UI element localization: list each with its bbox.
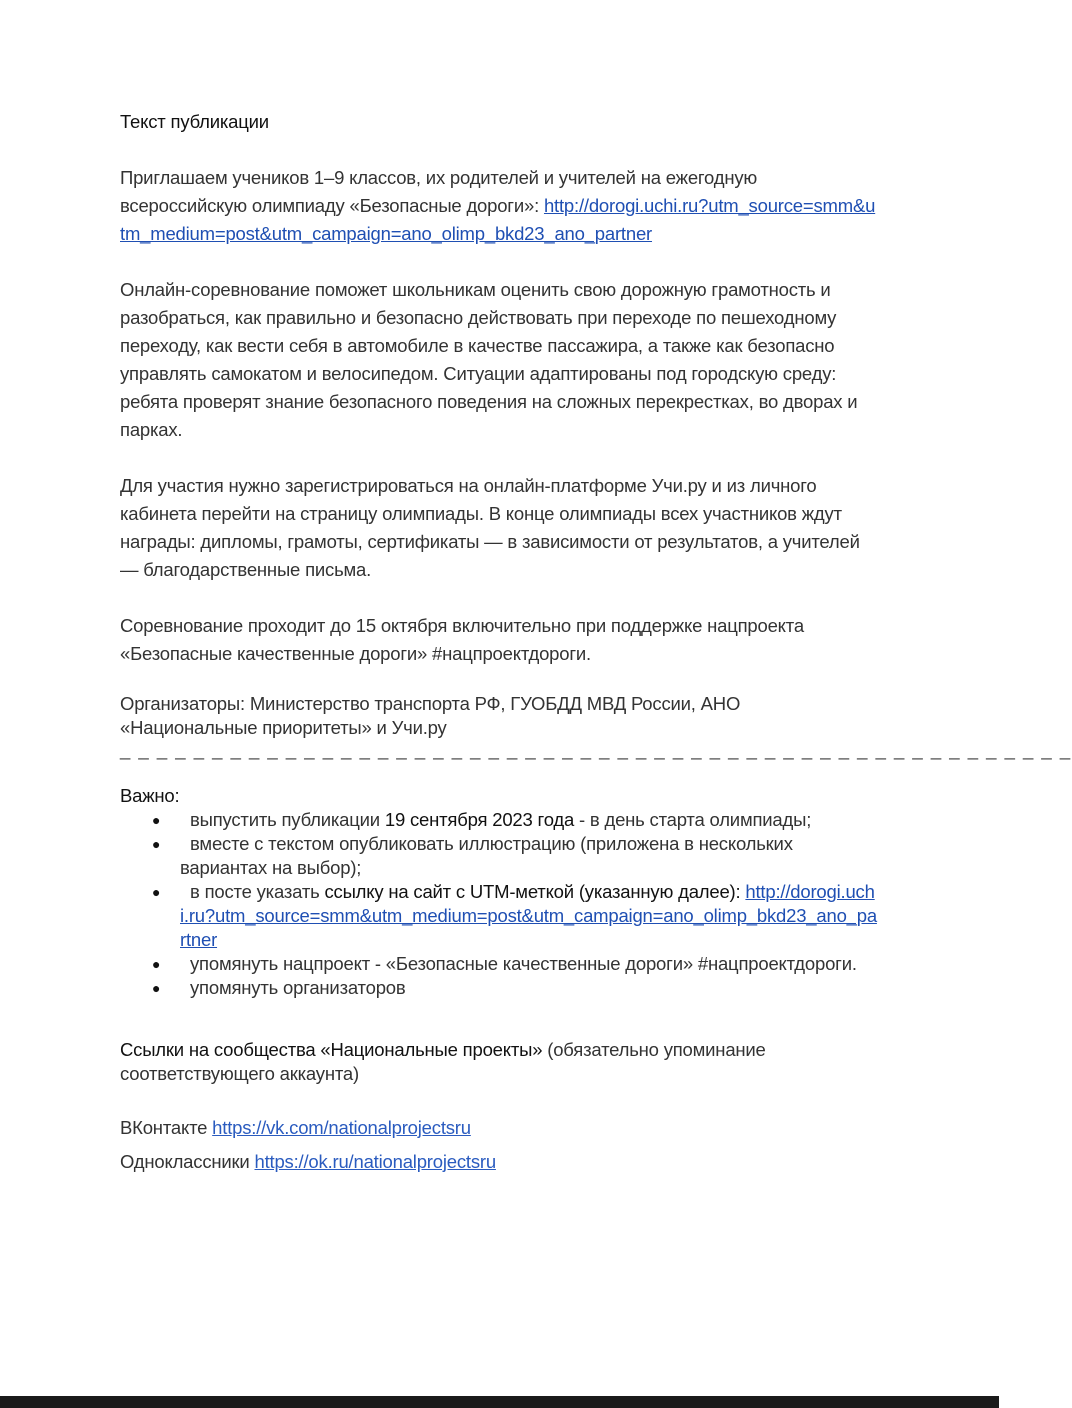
deadline-paragraph: Соревнование проходит до 15 октября включительно при поддержке нацпроекта «Безопасные качественные дороги» #нацпроектдороги. bbox=[120, 615, 804, 664]
communities-title-rest: (обязательно упоминание соответствующего аккаунта) bbox=[120, 1039, 766, 1084]
bottom-bar bbox=[0, 1396, 999, 1408]
vk-link[interactable]: https://vk.com/nationalprojectsru bbox=[212, 1117, 471, 1138]
bullet-icon: ● bbox=[152, 836, 161, 852]
utm-link[interactable]: http://dorogi.uchi.ru?utm_source=smm&utm_medium=post&utm_campaign=ano_olimp_bkd23_ano_partner bbox=[180, 881, 877, 950]
list-item-text: упомянуть нацпроект - «Безопасные качественные дороги» #нацпроектдороги. bbox=[190, 953, 857, 974]
list-item bbox=[120, 880, 880, 952]
document-content bbox=[120, 108, 1072, 1174]
list-item-text: упомянуть организаторов bbox=[190, 977, 406, 998]
list-item-text bbox=[180, 809, 811, 830]
list-item bbox=[120, 832, 880, 880]
bullet-icon: ● bbox=[152, 980, 161, 996]
intro-paragraph bbox=[120, 164, 880, 248]
item-bold-text: ссылку на сайт с UTM-меткой (указанную далее): bbox=[324, 881, 746, 902]
section-heading: Текст публикации bbox=[120, 111, 269, 132]
communities-title bbox=[120, 1038, 880, 1086]
item-text: выпустить публикации bbox=[190, 809, 385, 830]
dashed-divider: _ _ _ _ _ _ _ _ _ _ _ _ _ _ _ _ _ _ _ _ _ _ _ _ _ _ _ _ _ _ _ _ _ _ _ _ _ _ _ _ _ _ _ _ _ _ _ _ _ _ _ _ bbox=[120, 739, 1072, 760]
olympiad-link[interactable]: http://dorogi.uchi.ru?utm_source=smm&utm_medium=post&utm_campaign=ano_olimp_bkd23_ano_partner bbox=[120, 195, 876, 244]
bullet-icon: ● bbox=[152, 956, 161, 972]
important-title: Важно: bbox=[120, 785, 180, 806]
description-paragraph: Онлайн-соревнование поможет школьникам оценить свою дорожную грамотность и разобраться, как правильно и безопасно действовать при переходе по пешеходному переходу, как вести себя в автомобиле в качестве пассажира, а также как безопасно управлять самокатом и велосипедом. Ситуации адаптированы под городскую среду: ребята проверят знание безопасного поведения на сложных перекрестках, во дворах и парках. bbox=[120, 279, 858, 440]
list-item bbox=[120, 976, 880, 1000]
bullet-icon: ● bbox=[152, 884, 161, 900]
communities-title-bold: Ссылки на сообщества «Национальные проекты» bbox=[120, 1039, 543, 1060]
item-text: в посте указать bbox=[190, 881, 325, 902]
bullet-icon: ● bbox=[152, 812, 161, 828]
item-bold-date: 19 сентября 2023 года bbox=[384, 809, 575, 830]
list-item-text bbox=[180, 881, 877, 950]
list-item bbox=[120, 952, 880, 976]
ok-label: Одноклассники bbox=[120, 1151, 255, 1172]
organizers-paragraph: Организаторы: Министерство транспорта РФ, ГУОБДД МВД России, АНО «Национальные приоритеты» и Учи.ру bbox=[120, 693, 741, 738]
list-item bbox=[120, 808, 880, 832]
ok-row bbox=[120, 1150, 880, 1174]
participation-paragraph: Для участия нужно зарегистрироваться на онлайн-платформе Учи.ру и из личного кабинета перейти на страницу олимпиады. В конце олимпиады всех участников ждут награды: дипломы, грамоты, сертификаты — в зависимости от результатов, а учителей — благодарственные письма. bbox=[120, 475, 860, 580]
list-item-text: вместе с текстом опубликовать иллюстрацию (приложена в нескольких вариантах на выбор); bbox=[180, 833, 793, 878]
important-list bbox=[120, 808, 880, 1000]
intro-text: Приглашаем учеников 1–9 классов, их родителей и учителей на ежегодную всероссийскую олимпиаду «Безопасные дороги»: bbox=[120, 167, 758, 216]
vk-row bbox=[120, 1116, 880, 1140]
vk-label: ВКонтакте bbox=[120, 1117, 213, 1138]
item-text-tail: - в день старта олимпиады; bbox=[574, 809, 812, 830]
ok-link[interactable]: https://ok.ru/nationalprojectsru bbox=[254, 1151, 496, 1172]
